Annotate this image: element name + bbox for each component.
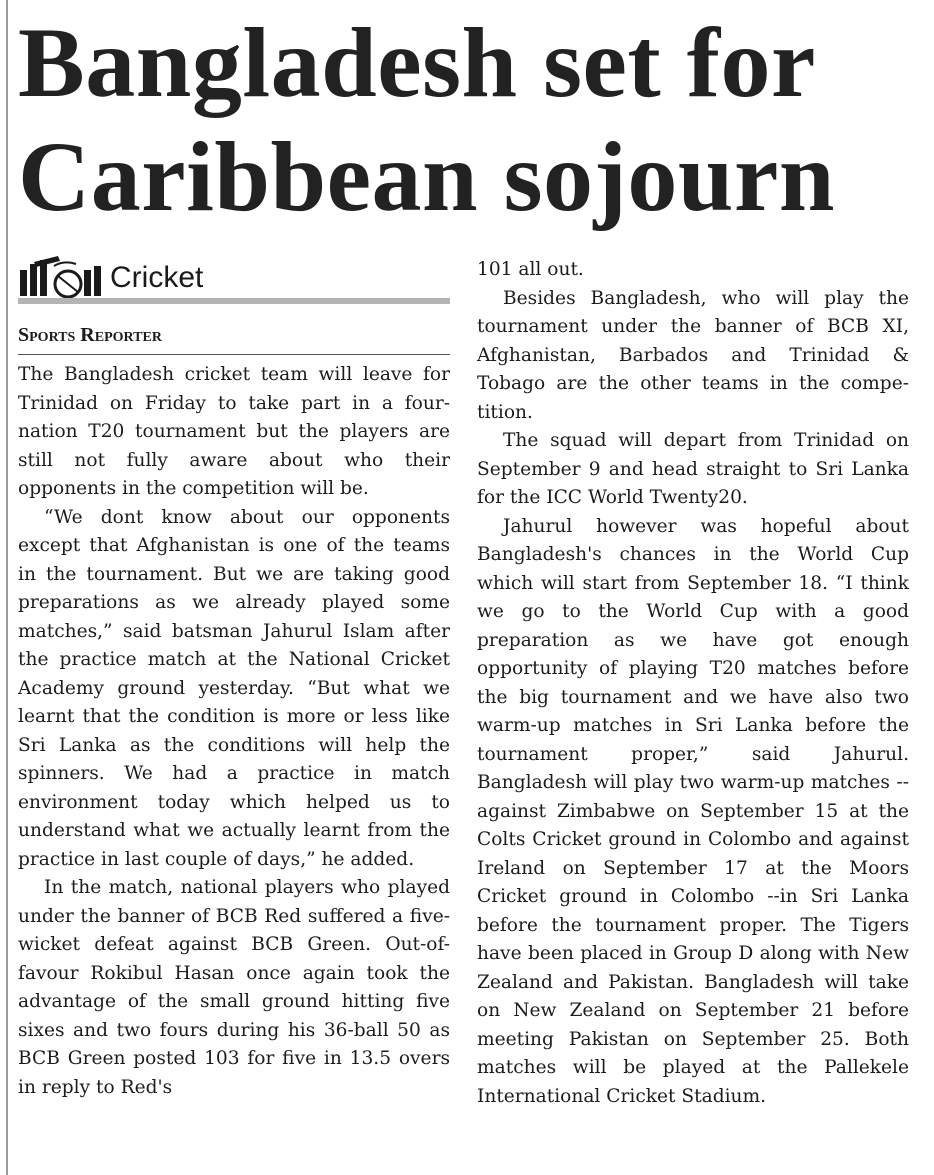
paragraph: “We dont know about our opponents except that Afghanistan is one of the teams in the tournament. But we are taking good preparations as we already played some matches,” said batsman Jahurul Islam after the practice match at the National Cricket Academy ground yesterday. “But what we learnt that the condition is more or less like Sri Lanka as the conditions will help the spinners. We had a practice in match environment today which helped us to understand what we actually learnt from the practice in last couple of days,” he added.	[18, 506, 450, 870]
section-label: Cricket	[110, 261, 204, 294]
paragraph: The Bangladesh cricket team will leave for Trinidad on Friday to take part in a four-nation T20 tournament but the players are still not fully aware about who their opponents in the competition will be.	[18, 364, 450, 499]
paragraph: In the match, national players who played under the banner of BCB Red suffered a five-wicket defeat against BCB Green. Out-of-favour Rokibul Hasan once again took the advantage of the small ground hitting five sixes and two fours during his 36-ball 50 as BCB Green posted 103 for five in 13.5 overs in reply to Red's	[18, 877, 450, 1098]
paragraph: Jahurul however was hopeful about Bangladesh's chances in the World Cup which will start from September 18. “I think we go to the World Cup with a good preparation as we have got enough opportunity of playing T20 matches before the big tournament and we have also two warm-up matches in Sri Lanka before the tournament proper,” said Jahurul. Bangladesh will play two warm-up matches -- against Zimbabwe on September 15 at the Colts Cricket ground in Colombo and against Ireland on September 17 at the Moors Cricket ground in Colombo --in Sri Lanka before the tournament proper. The Tigers have been placed in Group D along with New Zealand and Pakistan. Bangladesh will take on New Zealand on September 21 before meeting Pakistan on September 25. Both matches will be played at the Pallekele International Cricket Stadium.	[477, 515, 909, 1107]
paragraph: Besides Bangladesh, who will play the tournament under the banner of BCB XI, Afghanistan, Barbados and Trinidad & Tobago are the other teams in the compe-tition.	[477, 287, 909, 423]
column-right	[477, 256, 909, 1111]
paragraph: The squad will depart from Trinidad on September 9 and head straight to Sri Lanka for the ICC World Twenty20.	[477, 430, 909, 508]
headline: Bangladesh set for Caribbean sojourn	[18, 7, 835, 232]
page-edge-rule	[6, 0, 8, 1175]
paragraph-continued: 101 all out.	[477, 259, 584, 280]
column-left	[18, 256, 450, 1102]
cricket-icon	[18, 256, 106, 298]
section-tag	[18, 256, 450, 304]
byline: Sports Reporter	[18, 322, 450, 355]
